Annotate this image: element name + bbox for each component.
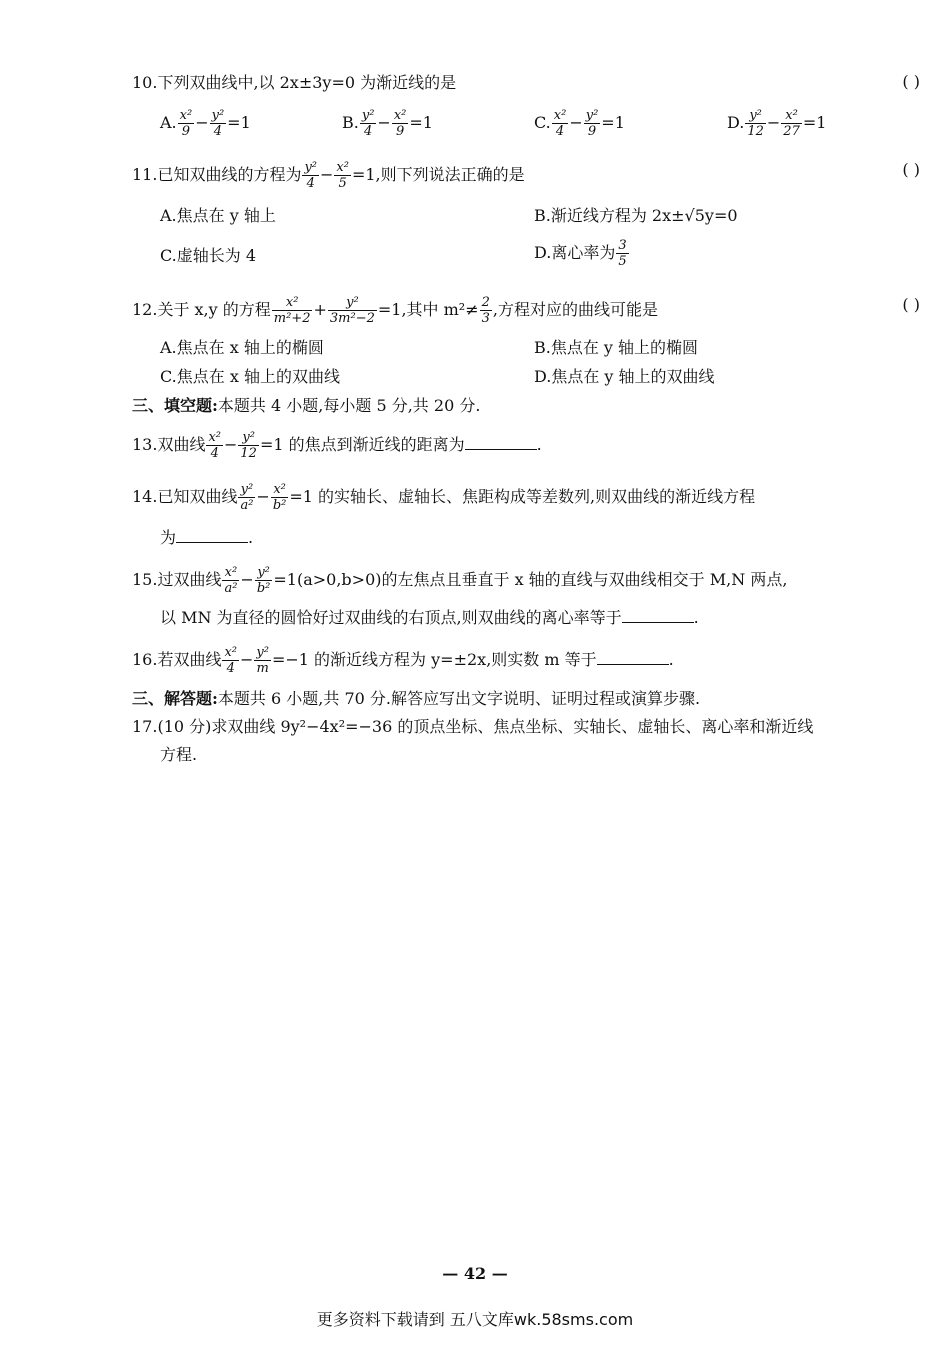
q15-line2: 以 MN 为直径的圆恰好过双曲线的右顶点,则双曲线的离心率等于 . xyxy=(160,608,699,627)
section-fill-blank-header xyxy=(132,395,480,417)
section-desc: 本题共 4 小题,每小题 5 分,共 20 分. xyxy=(217,396,481,415)
q13-stem: 13.双曲线 $\frac{\text{x²}}{4}$ − $\frac{\text{y²}}{12}$ =1 的焦点到渐近线的距离为 . xyxy=(132,430,542,461)
q11-option-b: B.渐近线方程为 2x±√5y=0 xyxy=(534,206,738,225)
q11-option-c: C.虚轴长为 4 xyxy=(160,246,257,265)
q11-answer-bracket: ( ) xyxy=(902,160,920,179)
q10-option-c: C. $\frac{\text{x²}}{4}$ − $\frac{\text{y²}}{9}$ =1 xyxy=(534,108,625,139)
q12-option-c: C.焦点在 x 轴上的双曲线 xyxy=(160,367,340,386)
q16-stem: 16.若双曲线 $\frac{\text{x²}}{4}$ − $\frac{\text{y²}}{m}$ =−1 的渐近线方程为 y=±2x,则实数 m 等于 . xyxy=(132,645,674,676)
section-title: 三、填空题: xyxy=(132,396,218,415)
section-solution-header xyxy=(132,688,700,710)
q12-stem: 12.关于 x,y 的方程 $\frac{\text{x²}}{\text{m²+2}}$ + $\frac{\text{y²}}{\text{3m²−2}}$ =1,其中 m²≠ $\frac{2}{3}$ ,方程对应的曲线可能是 xyxy=(132,295,659,326)
q11-option-d: D.离心率为 $\frac{3}{5}$ xyxy=(534,238,627,269)
q10-option-b: B. $\frac{\text{y²}}{4}$ − $\frac{\text{x²}}{9}$ =1 xyxy=(342,108,433,139)
q10-option-a: A. $\frac{\text{x²}}{9}$ − $\frac{\text{y²}}{4}$ =1 xyxy=(160,108,251,139)
q17-line2: 方程. xyxy=(160,745,198,764)
section-title: 三、解答题: xyxy=(132,689,218,708)
q12-option-b: B.焦点在 y 轴上的椭圆 xyxy=(534,338,699,357)
q15-answer-blank[interactable] xyxy=(622,608,694,623)
q10-answer-bracket: ( ) xyxy=(902,72,920,91)
q12-option-a: A.焦点在 x 轴上的椭圆 xyxy=(160,338,324,357)
q10-stem: 10.下列双曲线中,以 2x±3y=0 为渐近线的是 xyxy=(132,73,457,92)
q10-option-d: D. $\frac{\text{y²}}{12}$ − $\frac{\text{x²}}{27}$ =1 xyxy=(727,108,827,139)
q14-answer-blank[interactable] xyxy=(176,528,248,543)
q12-option-d: D.焦点在 y 轴上的双曲线 xyxy=(534,367,715,386)
q11-stem: 11.已知双曲线的方程为 $\frac{\text{y²}}{4}$ − $\frac{\text{x²}}{5}$ =1,则下列说法正确的是 xyxy=(132,160,525,191)
source-link[interactable]: 更多资料下载请到 五八文库wk.58sms.com xyxy=(316,1310,634,1329)
q17-line1: 17.(10 分)求双曲线 9y²−4x²=−36 的顶点坐标、焦点坐标、实轴长、虚轴长、离心率和渐近线 xyxy=(132,717,814,736)
section-desc: 本题共 6 小题,共 70 分.解答应写出文字说明、证明过程或演算步骤. xyxy=(217,689,701,708)
q11-option-a: A.焦点在 y 轴上 xyxy=(160,206,276,225)
q13-answer-blank[interactable] xyxy=(465,435,537,450)
page-number: — 42 — xyxy=(442,1264,508,1283)
q16-answer-blank[interactable] xyxy=(597,650,669,665)
q12-answer-bracket: ( ) xyxy=(902,295,920,314)
q14-line2: 为 . xyxy=(160,528,254,547)
q14-stem: 14.已知双曲线 $\frac{\text{y²}}{\text{a²}}$ − $\frac{\text{x²}}{\text{b²}}$ =1 的实轴长、虚轴长、焦距构成等差数列,则双曲线的渐近线方程 xyxy=(132,482,756,513)
q15-stem: 15.过双曲线 $\frac{\text{x²}}{\text{a²}}$ − $\frac{\text{y²}}{\text{b²}}$ =1(a>0,b>0)的左焦点且垂直于 x 轴的直线与双曲线相交于 M,N 两点, xyxy=(132,565,788,596)
